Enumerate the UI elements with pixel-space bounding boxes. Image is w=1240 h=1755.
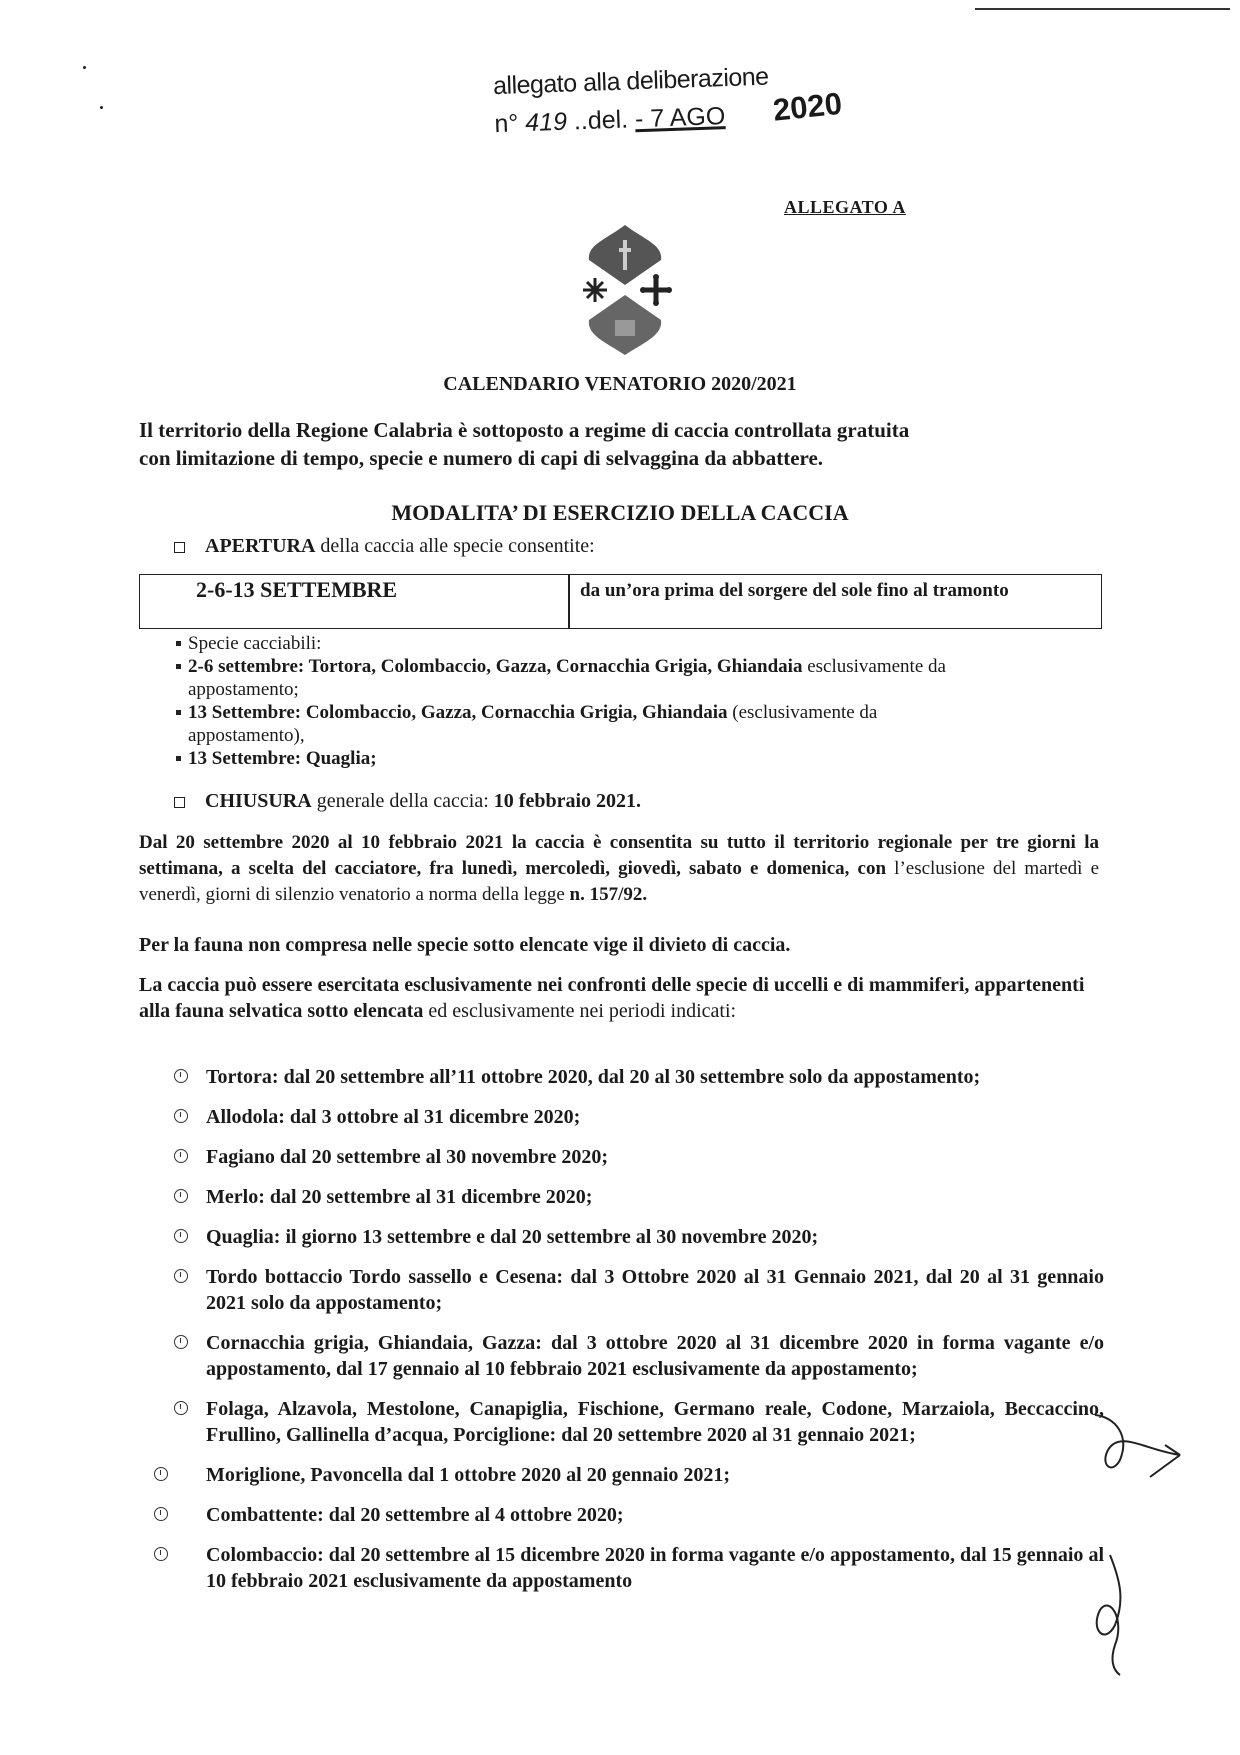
clock-bullet-icon (174, 1149, 188, 1163)
hunting-period-text: Fagiano dal 20 settembre al 30 novembre 2020; (206, 1146, 609, 1168)
species-item-bold: 13 Settembre: Quaglia; (188, 748, 377, 769)
stamp-number-prefix: n° (493, 109, 519, 139)
hunting-period-item (174, 1330, 1104, 1382)
hunting-period-text: Folaga, Alzavola, Mestolone, Canapiglia, Fischione, Germano reale, Codone, Marzaiola, Beccaccino, Frullino, Gallinella d’acqua, Porciglione: dal 20 settembre 2020 al 31 gennaio 2021; (206, 1398, 1104, 1446)
apertura-dates: 2-6-13 SETTEMBRE (196, 577, 398, 602)
chiusura-text: generale della caccia: (311, 790, 494, 812)
species-item (174, 655, 1094, 678)
stamp-date: - 7 AGO (634, 102, 726, 134)
hunting-period-item (174, 1144, 1104, 1170)
section-title: MODALITA’ DI ESERCIZIO DELLA CACCIA (391, 500, 849, 525)
hunting-period-item (174, 1064, 1104, 1090)
species-intro-bold: La caccia può essere esercitata esclusivamente nei confronti delle specie di uccelli e di mammiferi, appartenenti alla fauna selvatica sotto elencata (139, 974, 1085, 1022)
hunting-period-item (154, 1502, 1104, 1528)
chiusura-line (174, 790, 641, 813)
hunting-period-item (174, 1104, 1104, 1130)
intro-line: Il territorio della Regione Calabria è sottoposto a regime di caccia controllata gratuita (139, 418, 910, 442)
chiusura-label: CHIUSURA (205, 790, 312, 812)
fauna-text: Per la fauna non compresa nelle specie sotto elencate vige il divieto di caccia. (139, 934, 791, 956)
regione-calabria-emblem-icon (575, 220, 675, 360)
hunting-period-text: Allodola: dal 3 ottobre al 31 dicembre 2020; (206, 1106, 581, 1128)
clock-bullet-icon (174, 1269, 188, 1283)
intro-line: con limitazione di tempo, specie e numero di capi di selvaggina da abbattere. (139, 446, 824, 470)
clock-bullet-icon (174, 1109, 188, 1123)
hunting-period-text: Combattente: dal 20 settembre al 4 ottobre 2020; (206, 1504, 624, 1526)
clock-bullet-icon (174, 1401, 188, 1415)
apertura-label: APERTURA (205, 535, 316, 557)
intro-paragraph (139, 416, 1039, 472)
species-item (174, 747, 1094, 770)
fauna-paragraph (139, 932, 1099, 958)
square-bullet-icon (174, 542, 185, 553)
clock-bullet-icon (154, 1467, 168, 1481)
species-item-bold: 2-6 settembre: Tortora, Colombaccio, Gazza, Cornacchia Grigia, Ghiandaia (188, 656, 803, 677)
hunting-period-text: Cornacchia grigia, Ghiandaia, Gazza: dal 3 ottobre 2020 al 31 dicembre 2020 in forma vagante e/o appostamento, dal 17 gennaio al 10 febbraio 2021 esclusivamente da appostamento; (206, 1332, 1104, 1380)
stamp-number: 419 (524, 107, 568, 138)
hunting-period-text: Tordo bottaccio Tordo sassello e Cesena: dal 3 Ottobre 2020 al 31 Gennaio 2021, dal 20 al 31 gennaio 2021 solo da appostamento; (206, 1266, 1104, 1314)
allegato-label: ALLEGATO A (784, 197, 906, 217)
hunting-period-text: Moriglione, Pavoncella dal 1 ottobre 2020 al 20 gennaio 2021; (206, 1464, 731, 1486)
clock-bullet-icon (174, 1229, 188, 1243)
species-item-rest: (esclusivamente da (727, 702, 878, 723)
clock-bullet-icon (174, 1335, 188, 1349)
species-intro-normal: ed esclusivamente nei periodi indicati: (423, 1000, 737, 1022)
scan-speck (83, 66, 86, 69)
apertura-table (139, 574, 1102, 629)
apertura-hours: da un’ora prima del sorgere del sole fino al tramonto (580, 580, 1009, 601)
stamp-line-1: allegato alla deliberazione (492, 62, 770, 101)
species-intro-paragraph (139, 972, 1099, 1024)
hunting-periods-list (174, 1064, 1104, 1608)
hunting-period-item (174, 1396, 1104, 1448)
species-item-cont: appostamento; (188, 679, 299, 700)
species-item-cont: appostamento), (188, 725, 305, 746)
handwritten-signature-icon (1090, 1405, 1200, 1485)
clock-bullet-icon (154, 1547, 168, 1561)
handwritten-signature-icon (1085, 1550, 1135, 1680)
hunting-period-text: Tortora: dal 20 settembre all’11 ottobre 2020, dal 20 al 30 settembre solo da appostamento; (206, 1066, 981, 1088)
apertura-line (174, 535, 595, 558)
scan-speck (100, 106, 103, 109)
species-item-rest: esclusivamente da (802, 656, 946, 677)
clock-bullet-icon (154, 1507, 168, 1521)
clock-bullet-icon (174, 1069, 188, 1083)
season-paragraph (139, 830, 1099, 908)
hunting-period-item (154, 1542, 1104, 1594)
square-bullet-icon (174, 797, 185, 808)
species-item-bold: 13 Settembre: Colombaccio, Gazza, Cornacchia Grigia, Ghiandaia (188, 702, 728, 723)
hunting-period-item (174, 1264, 1104, 1316)
species-heading: Specie cacciabili: (174, 632, 1094, 655)
stamp-year: 2020 (771, 85, 844, 128)
stamp-line-2 (494, 102, 726, 139)
hunting-period-text: Colombaccio: dal 20 settembre al 15 dicembre 2020 in forma vagante e/o appostamento, dal 15 gennaio al 10 febbraio 2021 esclusivamente da appostamento (206, 1544, 1104, 1592)
calendar-title: CALENDARIO VENATORIO 2020/2021 (443, 373, 797, 395)
top-rule (975, 8, 1230, 10)
stamp-del: ..del. (573, 105, 629, 136)
season-normal: l’esclusione del martedì e venerdì, giorni di silenzio venatorio a norma della legge (139, 858, 1099, 905)
species-item (174, 701, 1094, 724)
hunting-period-item (174, 1184, 1104, 1210)
chiusura-date: 10 febbraio 2021. (493, 790, 641, 812)
hunting-period-item (174, 1224, 1104, 1250)
clock-bullet-icon (174, 1189, 188, 1203)
species-list (174, 632, 1094, 770)
hunting-period-text: Merlo: dal 20 settembre al 31 dicembre 2020; (206, 1186, 593, 1208)
apertura-text: della caccia alle specie consentite: (315, 535, 595, 557)
hunting-period-item (154, 1462, 1104, 1488)
table-divider (568, 575, 570, 628)
hunting-period-text: Quaglia: il giorno 13 settembre e dal 20 settembre al 30 novembre 2020; (206, 1226, 819, 1248)
season-bold: Dal 20 settembre 2020 al 10 febbraio 2021 la caccia è consentita su tutto il territorio regionale per tre giorni la settimana, a scelta del cacciatore, fra lunedì, mercoledì, giovedì, sabato e domenica, con (139, 832, 1099, 879)
deliberation-stamp (489, 58, 852, 161)
season-law: n. 157/92. (569, 884, 648, 905)
